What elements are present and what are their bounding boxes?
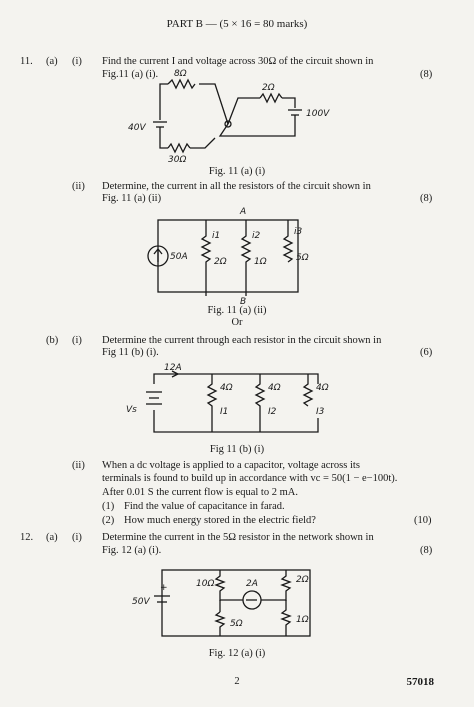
figure-caption: Fig. 11 (a) (i): [208, 166, 266, 177]
part-label: (b): [46, 335, 59, 346]
resistor-30ohm: [168, 144, 190, 152]
circuit-figure-11a-ii: [140, 206, 320, 307]
resistor-2ohm: [202, 220, 210, 296]
wire: [160, 84, 168, 98]
marks-label: (8): [420, 69, 433, 80]
resistor-4ohm-1: [208, 374, 216, 432]
question-text: Fig. 11 (a) (ii): [102, 193, 162, 204]
label-5ohm: 5Ω: [296, 253, 309, 263]
resistor-2ohm: [260, 94, 282, 102]
resistor-10ohm: [216, 570, 224, 601]
resistor-2ohm: [282, 570, 290, 601]
wire: [154, 374, 318, 384]
item-label: (2): [102, 515, 115, 526]
label-4ohm: 4Ω: [316, 383, 329, 393]
circuit-figure-12a-i: [132, 562, 330, 642]
wire: [228, 98, 260, 124]
label-2ohm: 2Ω: [296, 575, 309, 585]
label-i1: i1: [212, 231, 221, 241]
sub-part-label: (ii): [72, 460, 85, 471]
label-vs: Vs: [126, 405, 137, 415]
label-12a: 12A: [164, 363, 182, 373]
label-30ohm: 30Ω: [168, 155, 187, 165]
label-i1: I1: [220, 407, 229, 417]
sub-part-label: (i): [72, 56, 82, 67]
question-text: terminals is found to build up in accordance with vc = 50(1 − e−100t).: [102, 473, 398, 484]
label-50v: 50V: [132, 597, 150, 607]
circuit-figure-11b-i: [126, 362, 332, 442]
resistor-5ohm: [284, 220, 292, 262]
wire: [160, 127, 168, 148]
resistor-1ohm: [282, 600, 290, 636]
question-text: Find the current I and voltage across 30Ω of the circuit shown in: [102, 56, 374, 67]
wire: [282, 98, 295, 108]
figure-caption: Fig. 11 (a) (ii): [207, 305, 267, 316]
label-2ohm: 2Ω: [214, 257, 227, 267]
question-text: Fig 11 (b) (i).: [102, 347, 159, 358]
sub-part-label: (ii): [72, 181, 85, 192]
label-i2: i2: [252, 231, 261, 241]
question-text: Find the value of capacitance in farad.: [124, 501, 285, 512]
question-text: After 0.01 S the current flow is equal to 2 mA.: [102, 487, 298, 498]
question-text: When a dc voltage is applied to a capacitor, voltage across its: [102, 460, 360, 471]
marks-label: (6): [420, 347, 433, 358]
label-100v: 100V: [306, 109, 330, 119]
sub-part-label: (i): [72, 532, 82, 543]
question-text: Determine the current through each resistor in the circuit shown in: [102, 335, 382, 346]
resistor-8ohm: [168, 80, 195, 88]
label-1ohm: 1Ω: [296, 615, 309, 625]
marks-label: (10): [414, 515, 432, 526]
label-50a: 50A: [170, 252, 188, 262]
paper-code: 57018: [406, 676, 434, 688]
wire: [154, 410, 318, 432]
label-plus: +: [160, 583, 168, 593]
label-4ohm: 4Ω: [220, 383, 233, 393]
figure-caption: Fig 11 (b) (i): [209, 444, 265, 455]
resistor-4ohm-3: [304, 374, 312, 406]
or-separator: Or: [231, 317, 243, 328]
wire: [199, 84, 228, 124]
label-40v: 40V: [128, 123, 146, 133]
sub-part-label: (i): [72, 335, 82, 346]
question-text: Fig.11 (a) (i).: [102, 69, 159, 80]
marks-label: (8): [420, 193, 433, 204]
label-1ohm: 1Ω: [254, 257, 267, 267]
label-8ohm: 8Ω: [174, 69, 187, 79]
label-2ohm: 2Ω: [262, 83, 275, 93]
label-node-b: B: [240, 297, 247, 307]
label-10ohm: 10Ω: [196, 579, 215, 589]
wire: [190, 138, 215, 148]
label-i3: i3: [294, 227, 303, 237]
label-2a: 2A: [246, 579, 258, 589]
figure-caption: Fig. 12 (a) (i): [208, 648, 266, 659]
question-text: How much energy stored in the electric field?: [124, 515, 316, 526]
question-number: 11.: [20, 56, 33, 67]
resistor-1ohm: [242, 220, 250, 296]
question-text: Fig. 12 (a) (i).: [102, 545, 162, 556]
label-4ohm: 4Ω: [268, 383, 281, 393]
question-number: 12.: [20, 532, 34, 543]
label-node-a: A: [240, 207, 247, 217]
question-text: Determine, the current in all the resistors of the circuit shown in: [102, 181, 371, 192]
label-i3: I3: [316, 407, 325, 417]
resistor-4ohm-2: [256, 374, 264, 432]
question-text: Determine the current in the 5Ω resistor in the network shown in: [102, 532, 374, 543]
page-number: 2: [234, 676, 240, 687]
resistor-5ohm: [216, 612, 224, 636]
marks-label: (8): [420, 545, 433, 556]
label-i2: I2: [268, 407, 277, 417]
item-label: (1): [102, 501, 115, 512]
part-b-header: PART B — (5 × 16 = 80 marks): [166, 18, 308, 30]
part-label: (a): [46, 56, 58, 67]
part-label: (a): [46, 532, 58, 543]
label-5ohm: 5Ω: [230, 619, 243, 629]
